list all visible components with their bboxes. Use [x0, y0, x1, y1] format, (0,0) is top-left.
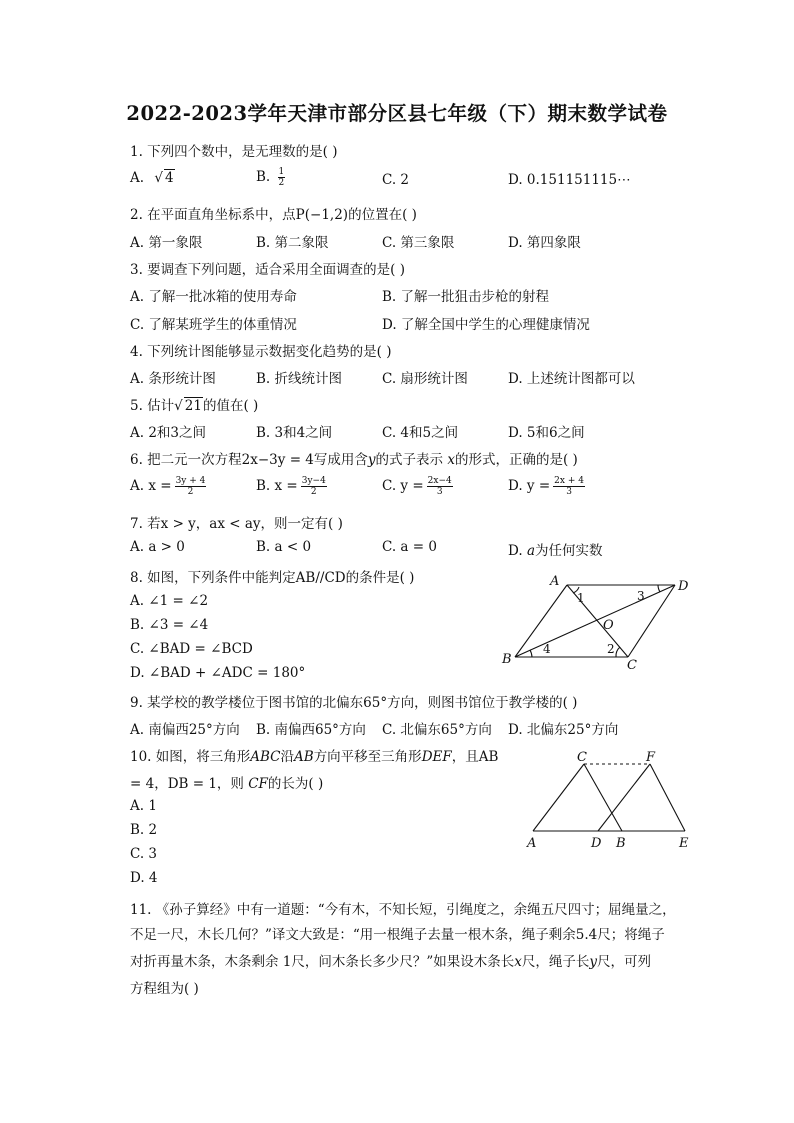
q8-option-d[interactable]: D. ∠BAD + ∠ADC = 180°	[130, 665, 306, 681]
q3-option-b[interactable]: B. 了解一批狙击步枪的射程	[382, 289, 550, 305]
label-b: B	[616, 836, 626, 851]
segment-fe	[650, 764, 685, 831]
label-d: D	[591, 836, 602, 851]
fraction: $\frac{2x-4}{3}$	[427, 476, 452, 497]
q9-option-c[interactable]: C. 北偏东65°方向	[382, 722, 492, 738]
q5-option-a[interactable]: A. 2和3之间	[130, 425, 207, 441]
question-1-stem: 1. 下列四个数中，是无理数的是( )	[130, 144, 338, 160]
q5-option-d[interactable]: D. 5和6之间	[508, 425, 585, 441]
q6-option-a[interactable]: A. x = $\frac{3y + 4}{2}$	[130, 476, 206, 497]
q8-parallelogram-figure	[490, 565, 700, 675]
q5-option-b[interactable]: B. 3和4之间	[256, 425, 333, 441]
question-3-stem: 3. 要调查下列问题，适合采用全面调查的是( )	[130, 262, 405, 278]
segment-ac	[533, 764, 584, 831]
label-angle-4: 4	[543, 642, 551, 656]
question-7-stem: 7. 若x > y，ax < ay，则一定有( )	[130, 516, 343, 532]
label-c: C	[627, 658, 637, 673]
question-10-stem-line2: = 4，DB = 1，则 CF的长为( )	[130, 776, 324, 792]
option-label: B.	[256, 169, 271, 185]
q10-translation-figure	[515, 745, 705, 855]
label-d: D	[678, 579, 689, 594]
option-label: A.	[130, 170, 145, 186]
q8-option-c[interactable]: C. ∠BAD = ∠BCD	[130, 641, 253, 657]
segment-ab	[515, 585, 567, 657]
fraction: $\frac{3y + 4}{2}$	[175, 476, 206, 497]
q9-option-a[interactable]: A. 南偏西25°方向	[130, 722, 240, 738]
question-11-line3: 对折再量木条，木条剩余 1尺，问木条长多少尺？”如果设木条长x尺，绳子长y尺，可列	[130, 954, 652, 970]
question-2-stem: 2. 在平面直角坐标系中，点P(−1,2)的位置在( )	[130, 207, 417, 223]
segment-df	[598, 764, 650, 831]
q9-option-d[interactable]: D. 北偏东25°方向	[508, 722, 619, 738]
question-5-stem: 5. 估计√ 21的值在( )	[130, 398, 259, 414]
q8-option-a[interactable]: A. ∠1 = ∠2	[130, 593, 209, 609]
q6-option-d[interactable]: D. y = $\frac{2x + 4}{3}$	[508, 476, 584, 497]
q1-option-b[interactable]	[256, 167, 285, 188]
radicand: 4	[164, 170, 174, 186]
q6-option-c[interactable]: C. y = $\frac{2x-4}{3}$	[382, 476, 452, 497]
q9-option-b[interactable]: B. 南偏西65°方向	[256, 722, 366, 738]
q10-option-a[interactable]: A. 1	[130, 798, 157, 814]
q3-option-a[interactable]: A. 了解一批冰箱的使用寿命	[130, 289, 297, 305]
q2-option-c[interactable]: C. 第三象限	[382, 235, 455, 251]
label-angle-2: 2	[607, 642, 615, 656]
question-8-stem: 8. 如图，下列条件中能判定AB//CD的条件是( )	[130, 570, 415, 586]
segment-cb	[584, 764, 622, 831]
q1-option-d[interactable]: D. 0.151151115⋯	[508, 172, 631, 188]
fraction: $\frac{2x + 4}{3}$	[554, 476, 584, 497]
fraction: $\frac{3y-4}{2}$	[301, 476, 326, 497]
q6-option-b[interactable]: B. x = $\frac{3y-4}{2}$	[256, 476, 326, 497]
q7-option-b[interactable]: B. a < 0	[256, 539, 312, 555]
q4-option-a[interactable]: A. 条形统计图	[130, 371, 216, 387]
q7-option-c[interactable]: C. a = 0	[382, 539, 437, 555]
q3-option-d[interactable]: D. 了解全国中学生的心理健康情况	[382, 317, 590, 333]
q7-option-a[interactable]: A. a > 0	[130, 539, 185, 555]
q2-option-a[interactable]: A. 第一象限	[130, 235, 203, 251]
question-10-stem-line1: 10. 如图，将三角形ABC沿AB方向平移至三角形DEF，且AB	[130, 749, 499, 765]
label-a: A	[550, 574, 560, 589]
angle-2-arc	[616, 647, 620, 657]
label-o: O	[603, 618, 614, 633]
label-angle-3: 3	[637, 589, 645, 603]
question-4-stem: 4. 下列统计图能够显示数据变化趋势的是( )	[130, 344, 392, 360]
label-f: F	[646, 750, 656, 765]
q4-option-c[interactable]: C. 扇形统计图	[382, 371, 468, 387]
q10-option-b[interactable]: B. 2	[130, 822, 158, 838]
radicand: 21	[184, 398, 202, 414]
angle-4-arc	[530, 650, 532, 657]
q1-option-a[interactable]: A. √ 4	[130, 170, 174, 186]
q10-option-c[interactable]: C. 3	[130, 846, 158, 862]
q2-option-d[interactable]: D. 第四象限	[508, 235, 581, 251]
question-11-line2: 不足一尺，木长几何？”译文大致是：“用一根绳子去量一根木条，绳子剩余5.4尺；将绳子	[130, 927, 665, 943]
label-a: A	[527, 836, 537, 851]
q1-option-c[interactable]: C. 2	[382, 172, 410, 188]
question-11-line1: 11. 《孙子算经》中有一道题：“今有木，不知长短，引绳度之，余绳五尺四寸；屈绳量之，	[130, 902, 676, 918]
page-title: 2022-2023学年天津市部分区县七年级（下）期末数学试卷	[126, 102, 668, 125]
fraction: $\frac{1}{2}$	[278, 167, 285, 188]
question-6-stem: 6. 把二元一次方程2x−3y = 4写成用含y的式子表示 x的形式，正确的是( )	[130, 452, 578, 468]
angle-3-arc	[658, 585, 660, 592]
q10-option-d[interactable]: D. 4	[130, 870, 158, 886]
q3-option-c[interactable]: C. 了解某班学生的体重情况	[130, 317, 297, 333]
label-e: E	[679, 836, 689, 851]
label-angle-1: 1	[577, 591, 585, 605]
q4-option-b[interactable]: B. 折线统计图	[256, 371, 343, 387]
label-b: B	[502, 652, 512, 667]
q4-option-d[interactable]: D. 上述统计图都可以	[508, 371, 635, 387]
question-11-line4: 方程组为( )	[130, 981, 199, 997]
q7-option-d[interactable]: D. a为任何实数	[508, 543, 603, 559]
label-c: C	[577, 750, 587, 765]
question-9-stem: 9. 某学校的教学楼位于图书馆的北偏东65°方向，则图书馆位于教学楼的( )	[130, 695, 578, 711]
q2-option-b[interactable]: B. 第二象限	[256, 235, 329, 251]
q5-option-c[interactable]: C. 4和5之间	[382, 425, 459, 441]
q8-option-b[interactable]: B. ∠3 = ∠4	[130, 617, 209, 633]
